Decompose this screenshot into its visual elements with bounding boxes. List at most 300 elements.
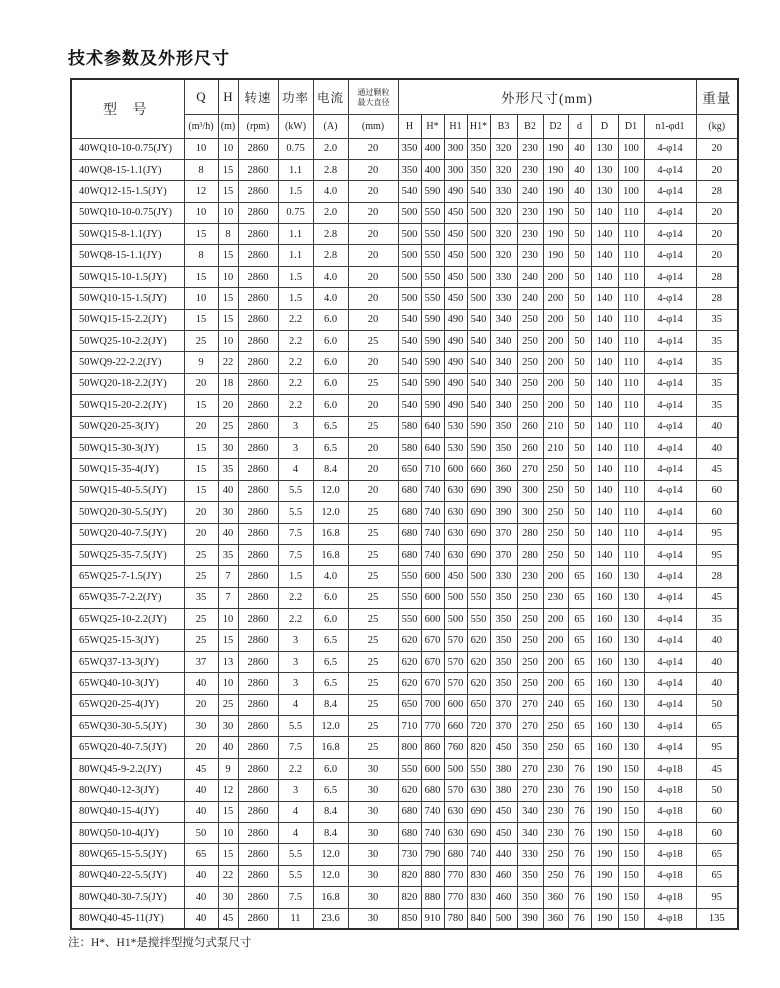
cell-D: 140 bbox=[591, 224, 618, 245]
cell-weight: 20 bbox=[696, 202, 738, 223]
cell-flow: 15 bbox=[184, 395, 218, 416]
cell-Hstar: 790 bbox=[421, 844, 444, 865]
cell-boltholes: 4-φ14 bbox=[644, 523, 696, 544]
cell-boltholes: 4-φ14 bbox=[644, 459, 696, 480]
cell-flow: 10 bbox=[184, 288, 218, 309]
cell-H1star: 630 bbox=[467, 780, 490, 801]
cell-current: 8.4 bbox=[313, 694, 348, 715]
cell-boltholes: 4-φ14 bbox=[644, 437, 696, 458]
cell-particle: 20 bbox=[348, 181, 398, 202]
cell-particle: 20 bbox=[348, 459, 398, 480]
cell-H1star: 540 bbox=[467, 331, 490, 352]
cell-B3: 350 bbox=[490, 630, 517, 651]
cell-H: 580 bbox=[398, 416, 421, 437]
cell-B2: 300 bbox=[517, 480, 543, 501]
cell-current: 4.0 bbox=[313, 266, 348, 287]
table-row bbox=[71, 459, 738, 480]
cell-weight: 40 bbox=[696, 651, 738, 672]
cell-d: 40 bbox=[568, 159, 591, 180]
cell-power: 11 bbox=[278, 908, 313, 929]
cell-H1: 530 bbox=[444, 437, 467, 458]
cell-D1: 110 bbox=[618, 224, 644, 245]
cell-D2: 360 bbox=[543, 908, 568, 929]
cell-model: 65WQ35-7-2.2(JY) bbox=[71, 587, 184, 608]
cell-B3: 450 bbox=[490, 801, 517, 822]
cell-head: 10 bbox=[218, 331, 238, 352]
cell-H1star: 690 bbox=[467, 823, 490, 844]
table-row bbox=[71, 288, 738, 309]
cell-D1: 110 bbox=[618, 266, 644, 287]
cell-particle: 20 bbox=[348, 159, 398, 180]
cell-model: 65WQ40-10-3(JY) bbox=[71, 673, 184, 694]
header-dim-H1: H1 bbox=[444, 114, 467, 138]
cell-B3: 350 bbox=[490, 673, 517, 694]
cell-H1star: 500 bbox=[467, 224, 490, 245]
cell-D: 160 bbox=[591, 716, 618, 737]
cell-current: 4.0 bbox=[313, 288, 348, 309]
cell-model: 65WQ20-25-4(JY) bbox=[71, 694, 184, 715]
cell-H: 710 bbox=[398, 716, 421, 737]
cell-current: 16.8 bbox=[313, 737, 348, 758]
cell-power: 2.2 bbox=[278, 609, 313, 630]
cell-flow: 40 bbox=[184, 780, 218, 801]
cell-Hstar: 400 bbox=[421, 138, 444, 159]
cell-weight: 95 bbox=[696, 523, 738, 544]
footnote: 注：H*、H1*是搅拌型搅匀式泵尺寸 bbox=[68, 937, 252, 949]
cell-speed: 2860 bbox=[238, 737, 278, 758]
cell-B3: 350 bbox=[490, 587, 517, 608]
cell-B2: 350 bbox=[517, 737, 543, 758]
cell-weight: 20 bbox=[696, 224, 738, 245]
cell-D: 190 bbox=[591, 887, 618, 908]
cell-flow: 12 bbox=[184, 181, 218, 202]
cell-head: 7 bbox=[218, 587, 238, 608]
cell-particle: 30 bbox=[348, 801, 398, 822]
cell-current: 6.5 bbox=[313, 416, 348, 437]
cell-H1star: 660 bbox=[467, 459, 490, 480]
cell-model: 50WQ9-22-2.2(JY) bbox=[71, 352, 184, 373]
cell-B2: 230 bbox=[517, 138, 543, 159]
cell-current: 12.0 bbox=[313, 716, 348, 737]
table-row bbox=[71, 780, 738, 801]
cell-boltholes: 4-φ14 bbox=[644, 331, 696, 352]
cell-model: 50WQ15-35-4(JY) bbox=[71, 459, 184, 480]
cell-Hstar: 910 bbox=[421, 908, 444, 929]
cell-particle: 30 bbox=[348, 844, 398, 865]
cell-H: 500 bbox=[398, 266, 421, 287]
cell-flow: 25 bbox=[184, 630, 218, 651]
cell-D1: 110 bbox=[618, 288, 644, 309]
cell-Hstar: 550 bbox=[421, 224, 444, 245]
cell-current: 6.0 bbox=[313, 373, 348, 394]
cell-flow: 25 bbox=[184, 566, 218, 587]
cell-flow: 30 bbox=[184, 716, 218, 737]
cell-B2: 230 bbox=[517, 245, 543, 266]
cell-power: 7.5 bbox=[278, 523, 313, 544]
cell-flow: 35 bbox=[184, 587, 218, 608]
cell-power: 4 bbox=[278, 801, 313, 822]
cell-H1: 300 bbox=[444, 159, 467, 180]
cell-H1: 490 bbox=[444, 373, 467, 394]
cell-d: 50 bbox=[568, 523, 591, 544]
cell-D: 160 bbox=[591, 609, 618, 630]
cell-head: 25 bbox=[218, 694, 238, 715]
cell-current: 6.0 bbox=[313, 331, 348, 352]
cell-H1star: 620 bbox=[467, 673, 490, 694]
cell-head: 30 bbox=[218, 887, 238, 908]
cell-D2: 250 bbox=[543, 865, 568, 886]
cell-B2: 300 bbox=[517, 502, 543, 523]
cell-head: 15 bbox=[218, 630, 238, 651]
table-row bbox=[71, 159, 738, 180]
cell-H1: 630 bbox=[444, 480, 467, 501]
cell-D1: 130 bbox=[618, 587, 644, 608]
cell-H: 620 bbox=[398, 630, 421, 651]
cell-flow: 8 bbox=[184, 245, 218, 266]
table-row bbox=[71, 587, 738, 608]
cell-Hstar: 590 bbox=[421, 309, 444, 330]
cell-D2: 210 bbox=[543, 416, 568, 437]
cell-H1: 570 bbox=[444, 673, 467, 694]
cell-power: 1.1 bbox=[278, 159, 313, 180]
cell-head: 25 bbox=[218, 416, 238, 437]
cell-D1: 110 bbox=[618, 459, 644, 480]
cell-H1: 630 bbox=[444, 801, 467, 822]
cell-model: 80WQ40-12-3(JY) bbox=[71, 780, 184, 801]
cell-Hstar: 590 bbox=[421, 395, 444, 416]
cell-particle: 25 bbox=[348, 694, 398, 715]
cell-power: 5.5 bbox=[278, 480, 313, 501]
cell-H: 730 bbox=[398, 844, 421, 865]
cell-weight: 60 bbox=[696, 502, 738, 523]
cell-speed: 2860 bbox=[238, 352, 278, 373]
cell-weight: 40 bbox=[696, 437, 738, 458]
cell-head: 15 bbox=[218, 245, 238, 266]
cell-B3: 360 bbox=[490, 459, 517, 480]
cell-Hstar: 590 bbox=[421, 181, 444, 202]
cell-H: 540 bbox=[398, 352, 421, 373]
unit-speed: (rpm) bbox=[238, 114, 278, 138]
cell-H1: 490 bbox=[444, 181, 467, 202]
table-row bbox=[71, 844, 738, 865]
cell-model: 65WQ25-10-2.2(JY) bbox=[71, 609, 184, 630]
unit-weight: (kg) bbox=[696, 114, 738, 138]
cell-power: 2.2 bbox=[278, 331, 313, 352]
cell-B2: 260 bbox=[517, 416, 543, 437]
cell-d: 50 bbox=[568, 480, 591, 501]
cell-D1: 150 bbox=[618, 844, 644, 865]
cell-speed: 2860 bbox=[238, 673, 278, 694]
cell-boltholes: 4-φ14 bbox=[644, 651, 696, 672]
cell-B3: 370 bbox=[490, 716, 517, 737]
cell-Hstar: 710 bbox=[421, 459, 444, 480]
cell-power: 2.2 bbox=[278, 309, 313, 330]
cell-H1star: 690 bbox=[467, 801, 490, 822]
cell-weight: 35 bbox=[696, 373, 738, 394]
cell-d: 65 bbox=[568, 737, 591, 758]
cell-D2: 230 bbox=[543, 801, 568, 822]
cell-current: 6.0 bbox=[313, 395, 348, 416]
header-dim-B2: B2 bbox=[517, 114, 543, 138]
cell-H: 680 bbox=[398, 823, 421, 844]
cell-B3: 340 bbox=[490, 352, 517, 373]
cell-D: 160 bbox=[591, 651, 618, 672]
cell-head: 35 bbox=[218, 544, 238, 565]
cell-speed: 2860 bbox=[238, 844, 278, 865]
cell-D: 130 bbox=[591, 159, 618, 180]
header-weight: 重量 bbox=[696, 79, 738, 114]
cell-particle: 25 bbox=[348, 630, 398, 651]
cell-D2: 190 bbox=[543, 224, 568, 245]
cell-B3: 380 bbox=[490, 758, 517, 779]
cell-boltholes: 4-φ18 bbox=[644, 865, 696, 886]
cell-H1: 570 bbox=[444, 630, 467, 651]
cell-weight: 28 bbox=[696, 566, 738, 587]
cell-B3: 320 bbox=[490, 224, 517, 245]
cell-current: 6.5 bbox=[313, 673, 348, 694]
cell-H1: 450 bbox=[444, 266, 467, 287]
cell-Hstar: 550 bbox=[421, 202, 444, 223]
cell-D2: 250 bbox=[543, 844, 568, 865]
cell-weight: 40 bbox=[696, 630, 738, 651]
cell-flow: 25 bbox=[184, 609, 218, 630]
cell-H1: 450 bbox=[444, 566, 467, 587]
cell-d: 76 bbox=[568, 758, 591, 779]
cell-model: 80WQ40-22-5.5(JY) bbox=[71, 865, 184, 886]
table-row bbox=[71, 502, 738, 523]
cell-D: 190 bbox=[591, 780, 618, 801]
cell-speed: 2860 bbox=[238, 780, 278, 801]
cell-D1: 100 bbox=[618, 181, 644, 202]
cell-speed: 2860 bbox=[238, 202, 278, 223]
cell-D: 160 bbox=[591, 737, 618, 758]
unit-current: (A) bbox=[313, 114, 348, 138]
cell-flow: 15 bbox=[184, 309, 218, 330]
cell-power: 4 bbox=[278, 823, 313, 844]
cell-H1: 490 bbox=[444, 395, 467, 416]
cell-current: 23.6 bbox=[313, 908, 348, 929]
cell-weight: 28 bbox=[696, 266, 738, 287]
cell-H: 540 bbox=[398, 373, 421, 394]
cell-model: 65WQ37-13-3(JY) bbox=[71, 651, 184, 672]
cell-D: 140 bbox=[591, 266, 618, 287]
cell-boltholes: 4-φ14 bbox=[644, 566, 696, 587]
cell-speed: 2860 bbox=[238, 694, 278, 715]
cell-H1: 500 bbox=[444, 758, 467, 779]
cell-particle: 30 bbox=[348, 780, 398, 801]
cell-H: 550 bbox=[398, 587, 421, 608]
cell-D: 190 bbox=[591, 823, 618, 844]
cell-H: 820 bbox=[398, 887, 421, 908]
cell-head: 35 bbox=[218, 459, 238, 480]
header-dim-d: d bbox=[568, 114, 591, 138]
cell-d: 50 bbox=[568, 373, 591, 394]
cell-head: 40 bbox=[218, 480, 238, 501]
cell-H1: 630 bbox=[444, 523, 467, 544]
cell-power: 5.5 bbox=[278, 716, 313, 737]
cell-speed: 2860 bbox=[238, 651, 278, 672]
cell-D: 140 bbox=[591, 202, 618, 223]
cell-current: 16.8 bbox=[313, 887, 348, 908]
cell-D: 190 bbox=[591, 758, 618, 779]
cell-head: 20 bbox=[218, 395, 238, 416]
cell-D2: 360 bbox=[543, 887, 568, 908]
cell-flow: 15 bbox=[184, 437, 218, 458]
cell-H1: 490 bbox=[444, 352, 467, 373]
table-row bbox=[71, 566, 738, 587]
cell-power: 1.5 bbox=[278, 566, 313, 587]
cell-H: 680 bbox=[398, 502, 421, 523]
cell-d: 50 bbox=[568, 502, 591, 523]
cell-D2: 200 bbox=[543, 566, 568, 587]
header-dimensions-group: 外形尺寸(mm) bbox=[398, 79, 696, 114]
cell-current: 4.0 bbox=[313, 181, 348, 202]
cell-model: 50WQ20-30-5.5(JY) bbox=[71, 502, 184, 523]
table-row bbox=[71, 416, 738, 437]
cell-D2: 190 bbox=[543, 245, 568, 266]
cell-current: 8.4 bbox=[313, 823, 348, 844]
cell-H1star: 830 bbox=[467, 865, 490, 886]
cell-weight: 95 bbox=[696, 544, 738, 565]
cell-current: 6.5 bbox=[313, 437, 348, 458]
cell-Hstar: 550 bbox=[421, 245, 444, 266]
cell-D2: 250 bbox=[543, 544, 568, 565]
cell-H1star: 500 bbox=[467, 202, 490, 223]
cell-D1: 150 bbox=[618, 780, 644, 801]
cell-B3: 340 bbox=[490, 395, 517, 416]
header-flow: Q bbox=[184, 79, 218, 114]
cell-weight: 65 bbox=[696, 716, 738, 737]
cell-speed: 2860 bbox=[238, 587, 278, 608]
cell-current: 16.8 bbox=[313, 544, 348, 565]
cell-model: 65WQ30-30-5.5(JY) bbox=[71, 716, 184, 737]
cell-model: 50WQ20-40-7.5(JY) bbox=[71, 523, 184, 544]
cell-Hstar: 740 bbox=[421, 480, 444, 501]
cell-D1: 130 bbox=[618, 566, 644, 587]
table-row bbox=[71, 138, 738, 159]
cell-H: 620 bbox=[398, 780, 421, 801]
cell-D2: 250 bbox=[543, 480, 568, 501]
cell-D: 140 bbox=[591, 331, 618, 352]
cell-D1: 130 bbox=[618, 737, 644, 758]
cell-boltholes: 4-φ14 bbox=[644, 202, 696, 223]
cell-head: 9 bbox=[218, 758, 238, 779]
cell-d: 76 bbox=[568, 887, 591, 908]
cell-H: 540 bbox=[398, 395, 421, 416]
cell-d: 65 bbox=[568, 673, 591, 694]
cell-boltholes: 4-φ14 bbox=[644, 373, 696, 394]
cell-particle: 30 bbox=[348, 758, 398, 779]
cell-D: 140 bbox=[591, 502, 618, 523]
cell-Hstar: 640 bbox=[421, 437, 444, 458]
cell-B2: 340 bbox=[517, 801, 543, 822]
cell-weight: 40 bbox=[696, 673, 738, 694]
cell-current: 8.4 bbox=[313, 801, 348, 822]
cell-power: 3 bbox=[278, 416, 313, 437]
cell-boltholes: 4-φ14 bbox=[644, 694, 696, 715]
cell-Hstar: 670 bbox=[421, 651, 444, 672]
table-row bbox=[71, 523, 738, 544]
cell-B2: 250 bbox=[517, 630, 543, 651]
cell-D1: 110 bbox=[618, 480, 644, 501]
cell-flow: 20 bbox=[184, 416, 218, 437]
cell-head: 10 bbox=[218, 823, 238, 844]
cell-model: 65WQ20-40-7.5(JY) bbox=[71, 737, 184, 758]
cell-B3: 320 bbox=[490, 159, 517, 180]
cell-particle: 20 bbox=[348, 395, 398, 416]
cell-particle: 20 bbox=[348, 202, 398, 223]
table-row bbox=[71, 609, 738, 630]
cell-particle: 25 bbox=[348, 544, 398, 565]
cell-D1: 150 bbox=[618, 908, 644, 929]
cell-particle: 25 bbox=[348, 609, 398, 630]
cell-H1star: 830 bbox=[467, 887, 490, 908]
cell-speed: 2860 bbox=[238, 480, 278, 501]
cell-flow: 20 bbox=[184, 502, 218, 523]
cell-d: 40 bbox=[568, 181, 591, 202]
cell-weight: 95 bbox=[696, 887, 738, 908]
cell-D: 140 bbox=[591, 395, 618, 416]
cell-Hstar: 600 bbox=[421, 758, 444, 779]
cell-H1star: 740 bbox=[467, 844, 490, 865]
cell-H1star: 500 bbox=[467, 266, 490, 287]
cell-head: 10 bbox=[218, 673, 238, 694]
cell-H1star: 350 bbox=[467, 159, 490, 180]
cell-particle: 30 bbox=[348, 887, 398, 908]
table-row bbox=[71, 437, 738, 458]
cell-particle: 25 bbox=[348, 587, 398, 608]
cell-H1: 490 bbox=[444, 331, 467, 352]
cell-D2: 230 bbox=[543, 587, 568, 608]
cell-B3: 350 bbox=[490, 609, 517, 630]
cell-D: 140 bbox=[591, 373, 618, 394]
cell-head: 18 bbox=[218, 373, 238, 394]
cell-B3: 340 bbox=[490, 309, 517, 330]
cell-B2: 330 bbox=[517, 844, 543, 865]
cell-weight: 28 bbox=[696, 288, 738, 309]
table-row bbox=[71, 245, 738, 266]
cell-H1: 770 bbox=[444, 887, 467, 908]
cell-B2: 260 bbox=[517, 437, 543, 458]
cell-model: 50WQ10-15-1.5(JY) bbox=[71, 288, 184, 309]
cell-particle: 20 bbox=[348, 138, 398, 159]
cell-d: 76 bbox=[568, 823, 591, 844]
cell-B3: 390 bbox=[490, 502, 517, 523]
cell-power: 0.75 bbox=[278, 138, 313, 159]
cell-D2: 200 bbox=[543, 609, 568, 630]
cell-d: 76 bbox=[568, 780, 591, 801]
cell-speed: 2860 bbox=[238, 523, 278, 544]
cell-B2: 250 bbox=[517, 352, 543, 373]
cell-particle: 25 bbox=[348, 651, 398, 672]
cell-H1star: 540 bbox=[467, 373, 490, 394]
cell-H: 580 bbox=[398, 437, 421, 458]
header-power: 功率 bbox=[278, 79, 313, 114]
cell-D1: 110 bbox=[618, 416, 644, 437]
cell-B2: 240 bbox=[517, 181, 543, 202]
cell-Hstar: 590 bbox=[421, 352, 444, 373]
cell-flow: 8 bbox=[184, 159, 218, 180]
cell-B2: 270 bbox=[517, 780, 543, 801]
cell-H1star: 620 bbox=[467, 651, 490, 672]
header-particle-line1: 通过颗粒 bbox=[356, 87, 390, 97]
cell-particle: 25 bbox=[348, 737, 398, 758]
cell-speed: 2860 bbox=[238, 887, 278, 908]
cell-weight: 35 bbox=[696, 331, 738, 352]
cell-model: 80WQ40-30-7.5(JY) bbox=[71, 887, 184, 908]
cell-current: 2.8 bbox=[313, 224, 348, 245]
cell-B2: 350 bbox=[517, 865, 543, 886]
